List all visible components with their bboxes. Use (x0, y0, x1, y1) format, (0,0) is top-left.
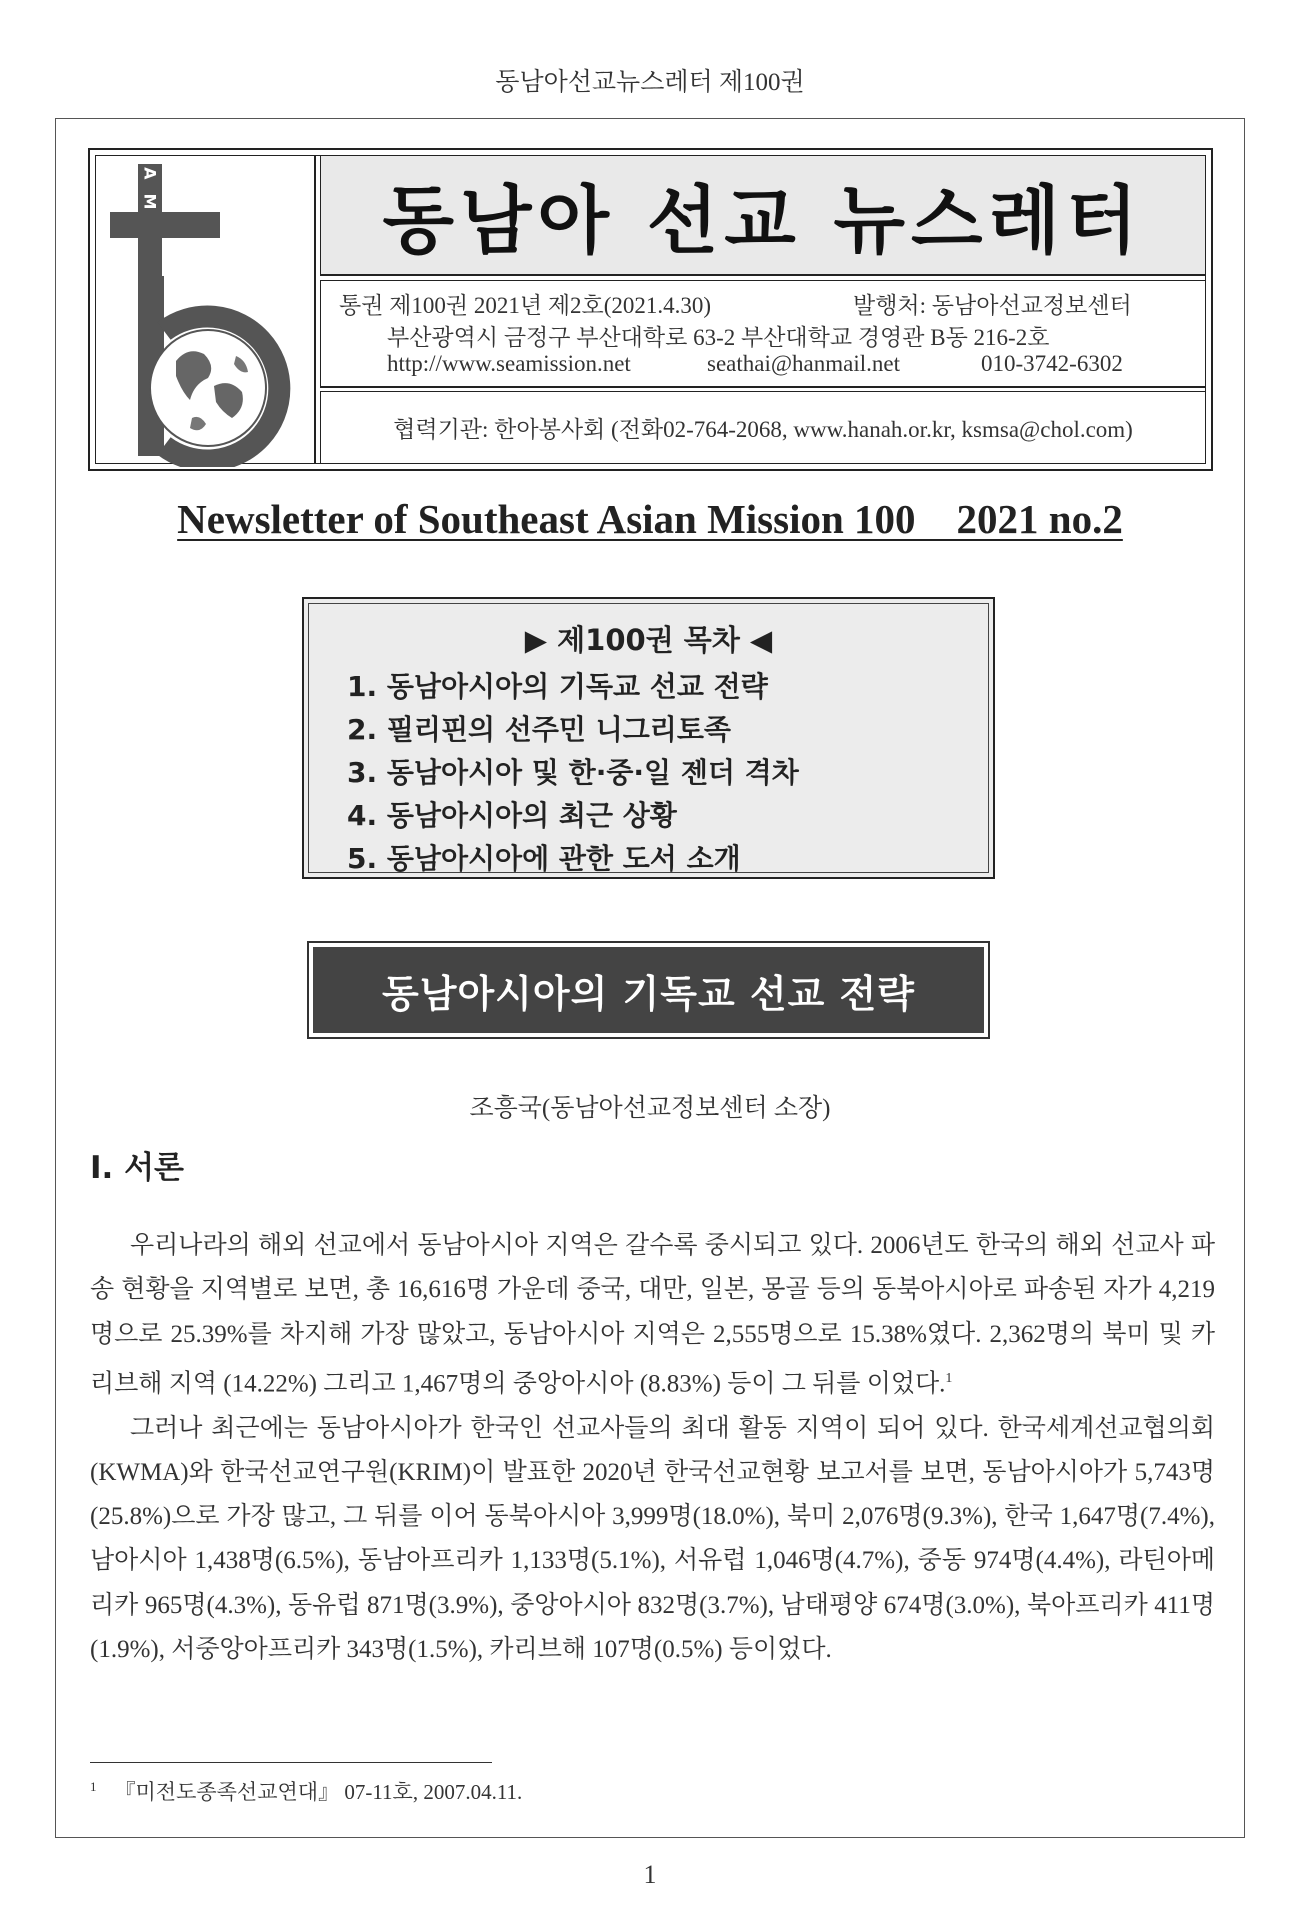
masthead-inner (95, 155, 1206, 464)
footnote-number: 1 (90, 1779, 97, 1794)
footnote-text: 『미전도종족선교연대』 07-11호, 2007.04.11. (114, 1780, 523, 1804)
newsletter-title: 동남아 선교 뉴스레터 (382, 178, 1144, 264)
article-body (90, 1224, 1215, 1672)
running-head: 동남아선교뉴스레터 제100권 (495, 69, 805, 96)
contact-row (387, 351, 1205, 377)
issue-info: 통권 제100권 2021년 제2호(2021.4.30) (339, 293, 712, 318)
logo-cell (96, 156, 316, 463)
section-heading: I. 서론 (90, 1150, 184, 1186)
author-line: 조흥국(동남아선교정보센터 소장) (469, 1095, 831, 1122)
footnote-ref[interactable]: 1 (945, 1370, 953, 1386)
publisher: 발행처: 동남아선교정보센터 (853, 293, 1132, 318)
toc-inner (308, 603, 989, 873)
footnote-divider (90, 1762, 492, 1763)
toc-item[interactable]: 3. 동남아시아 및 한·중·일 젠더 격차 (347, 756, 799, 789)
table-of-contents (302, 597, 995, 879)
english-subtitle (0, 495, 1300, 543)
seam-logo (96, 156, 312, 467)
cooperation-info: 협력기관: 한아봉사회 (전화02-764-2068, www.hanah.or.kr, ksmsa@chol.com) (320, 391, 1205, 463)
masthead-title-cell (320, 156, 1205, 276)
phone: 010-3742-6302 (981, 351, 1123, 376)
issue-info-row (339, 287, 1205, 320)
paragraph-2: 그러나 최근에는 동남아시아가 한국인 선교사들의 최대 활동 지역이 되어 있다. 한국세계선교협의회(KWMA)와 한국선교연구원(KRIM)이 발표한 2020년 한국선교현황 보고서를 보면, 동남아시아가 5,743명(25.8%)으로 가장 많고, 그 뒤를 이어 동북아시아 3,999명(18.0%), 북미 2,076명(9.3%), 한국 1,647명(7.4%), 남아시아 1,438명(6.5%), 동남아프리카 1,133명(5.1%), 서유럽 1,046명(4.7%), 중동 974명(4.4%), 라틴아메리카 965명(4.3%), 동유럽 871명(3.9%), 중앙아시아 832명(3.7%), 남태평양 674명(3.0%), 북아프리카 411명(1.9%), 서중앙아프리카 343명(1.5%), 카리브해 107명(0.5%) 등이었다. (90, 1414, 1215, 1663)
website[interactable]: http://www.seamission.net (387, 351, 631, 376)
logo-lettering: SEAM (140, 156, 160, 224)
english-subtitle-text: Newsletter of Southeast Asian Mission 100 2021 no.2 (177, 496, 1123, 542)
email[interactable]: seathai@hanmail.net (707, 351, 900, 376)
toc-list (347, 665, 799, 880)
toc-item[interactable]: 5. 동남아시아에 관한 도서 소개 (347, 842, 741, 875)
masthead (88, 148, 1213, 471)
footnote (90, 1776, 522, 1806)
toc-item[interactable]: 2. 필리핀의 선주민 니그리토족 (347, 713, 731, 746)
article-title: 동남아시아의 기독교 선교 전략 (382, 971, 915, 1016)
toc-item[interactable]: 1. 동남아시아의 기독교 선교 전략 (347, 670, 768, 703)
paragraph-1 (90, 1224, 1215, 1407)
toc-heading: ▶ 제100권 목차 ◀ (524, 623, 773, 657)
paragraph-1-text: 우리나라의 해외 선교에서 동남아시아 지역은 갈수록 중시되고 있다. 2006년도 한국의 해외 선교사 파송 현황을 지역별로 보면, 총 16,616명 가운데 중국, 대만, 일본, 몽골 등의 동북아시아로 파송된 자가 4,219명으로 25.39%를 차지해 가장 많았고, 동남아시아 지역은 2,555명으로 15.38%였다. 2,362명의 북미 및 카리브해 지역 (14.22%) 그리고 1,467명의 중앙아시아 (8.83%) 등이 그 뒤를 이었다. (90, 1232, 1215, 1398)
article-title-banner (307, 941, 990, 1039)
page-number: 1 (643, 1860, 657, 1889)
article-title-fill (313, 947, 984, 1033)
address: 부산광역시 금정구 부산대학로 63-2 부산대학교 경영관 B동 216-2호 (387, 325, 1050, 350)
toc-item[interactable]: 4. 동남아시아의 최근 상황 (347, 799, 677, 832)
masthead-info (320, 280, 1205, 388)
